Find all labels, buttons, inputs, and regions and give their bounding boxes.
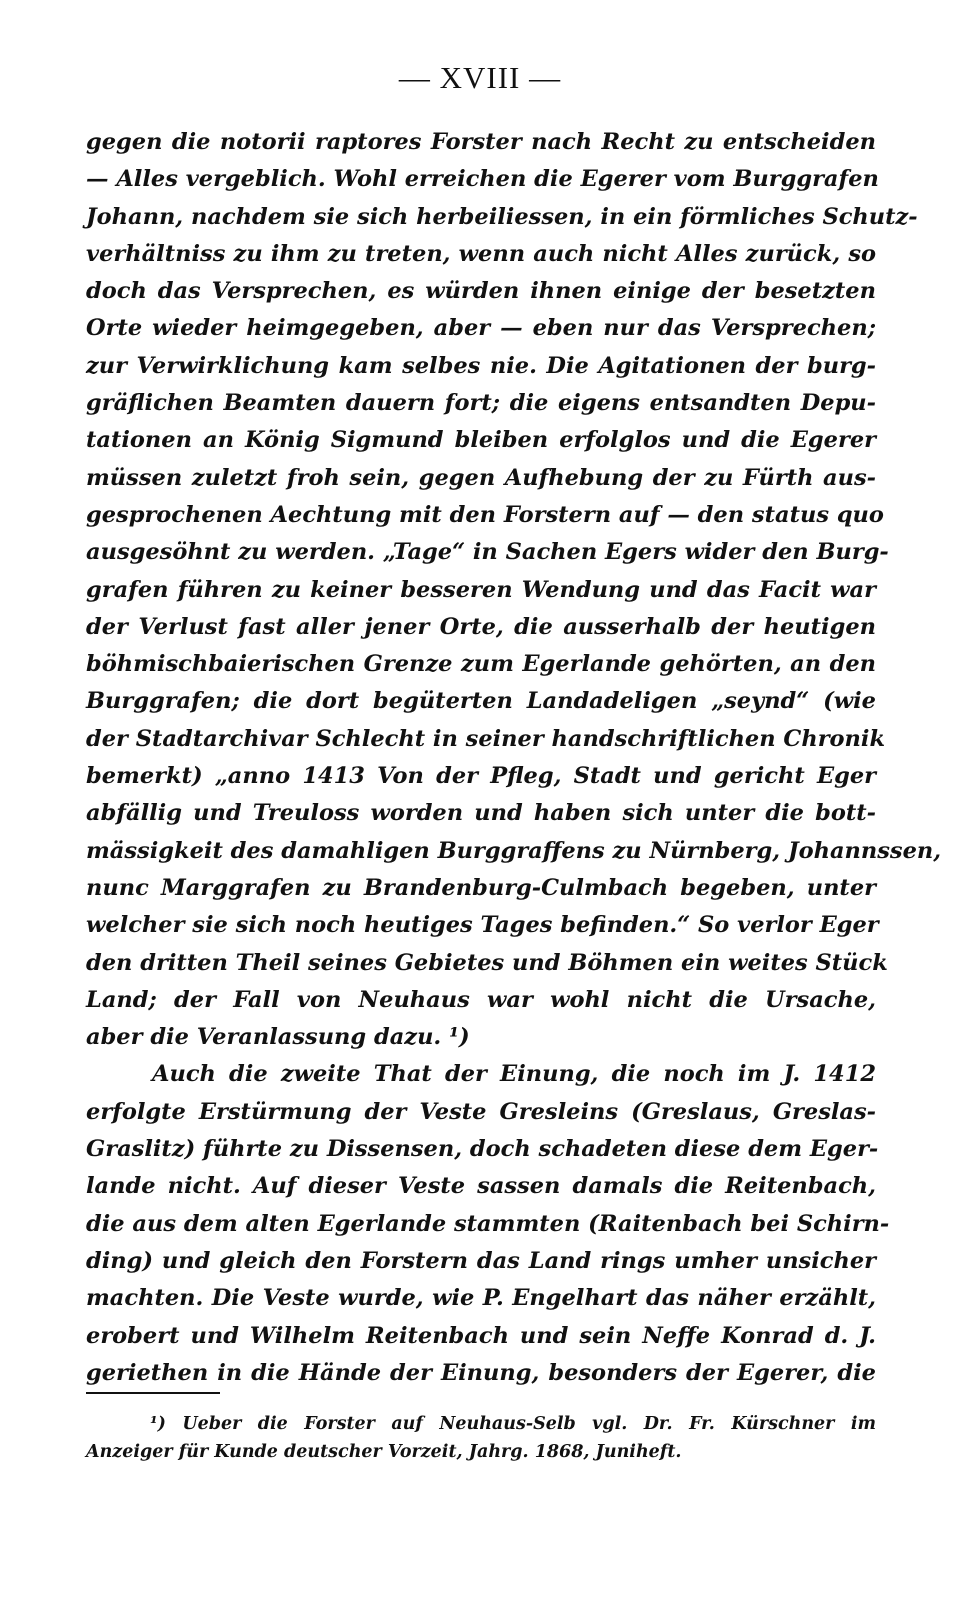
text-line: Graslitz) führte zu Dissensen, doch schadeten diese dem Eger- <box>86 1136 879 1163</box>
text-line-paragraph-start: Auch die zweite That der Einung, die noch im J. 1412 <box>152 1061 876 1088</box>
text-line: grafen führen zu keiner besseren Wendung und das Facit war <box>86 576 876 603</box>
footnote-line: ¹) Ueber die Forster auf Neuhaus-Selb vgl. Dr. Fr. Kürschner im <box>150 1414 876 1434</box>
text-line: Land; der Fall von Neuhaus war wohl nicht die Ursache, <box>86 986 876 1013</box>
text-line: machten. Die Veste wurde, wie P. Engelhart das näher erzählt, <box>86 1285 876 1312</box>
text-line: zur Verwirklichung kam selbes nie. Die Agitationen der burg- <box>86 352 876 379</box>
text-line: ausgesöhnt zu werden. „Tage“ in Sachen Egers wider den Burg- <box>86 539 889 566</box>
text-line: tationen an König Sigmund bleiben erfolglos und die Egerer <box>86 427 876 454</box>
text-line: Johann, nachdem sie sich herbeiliessen, in ein förmliches Schutz- <box>86 203 918 230</box>
text-line: der Stadtarchivar Schlecht in seiner handschriftlichen Chronik <box>86 725 886 752</box>
body-text <box>86 124 942 1392</box>
text-line: erfolgte Erstürmung der Veste Gresleins (Greslaus, Greslas- <box>86 1098 876 1125</box>
text-line: böhmischbaierischen Grenze zum Egerlande gehörten, an den <box>86 651 876 678</box>
text-line: erobert und Wilhelm Reitenbach und sein Neffe Konrad d. J. <box>86 1322 876 1349</box>
text-line: abfällig und Treuloss worden und haben sich unter die bott- <box>86 800 876 827</box>
footnotes <box>86 1410 876 1466</box>
text-line-paragraph-end: aber die Veranlassung dazu. ¹) <box>86 1024 470 1051</box>
text-line: Orte wieder heimgegeben, aber — eben nur das Versprechen; <box>86 315 876 342</box>
text-line: nunc Marggrafen zu Brandenburg-Culmbach begeben, unter <box>86 874 876 901</box>
page-number: — XVIII — <box>398 60 562 95</box>
text-line: der Verlust fast aller jener Orte, die ausserhalb der heutigen <box>86 613 876 640</box>
footnote-line: Anzeiger für Kunde deutscher Vorzeit, Jahrg. 1868, Juniheft. <box>86 1442 682 1462</box>
text-line: gegen die notorii raptores Forster nach Recht zu entscheiden <box>86 129 876 155</box>
text-line: — Alles vergeblich. Wohl erreichen die Egerer vom Burggrafen <box>86 166 879 193</box>
text-line: lande nicht. Auf dieser Veste sassen damals die Reitenbach, <box>86 1173 876 1200</box>
text-line: gesprochenen Aechtung mit den Forstern auf — den status quo <box>86 501 884 528</box>
text-line: ding) und gleich den Forstern das Land rings umher unsicher <box>86 1247 876 1274</box>
text-line: die aus dem alten Egerlande stammten (Raitenbach bei Schirn- <box>86 1210 890 1237</box>
text-line: mässigkeit des damahligen Burggraffens zu Nürnberg, Johannssen, <box>86 837 942 864</box>
text-line: müssen zuletzt froh sein, gegen Aufhebung der zu Fürth aus- <box>86 464 876 491</box>
text-line: den dritten Theil seines Gebietes und Böhmen ein weites Stück <box>86 949 888 976</box>
footnote-divider <box>86 1392 220 1394</box>
text-line: doch das Versprechen, es würden ihnen einige der besetzten <box>86 278 876 305</box>
text-line: Burggrafen; die dort begüterten Landadeligen „seynd“ (wie <box>86 688 876 715</box>
text-line: gräflichen Beamten dauern fort; die eigens entsandten Depu- <box>86 390 876 417</box>
text-line: geriethen in die Hände der Einung, besonders der Egerer, die <box>86 1359 876 1386</box>
text-line: welcher sie sich noch heutiges Tages befinden.“ So verlor Eger <box>86 912 879 939</box>
text-line: verhältniss zu ihm zu treten, wenn auch nicht Alles zurück, so <box>86 240 876 267</box>
text-line: bemerkt) „anno 1413 Von der Pfleg, Stadt und gericht Eger <box>86 763 876 790</box>
